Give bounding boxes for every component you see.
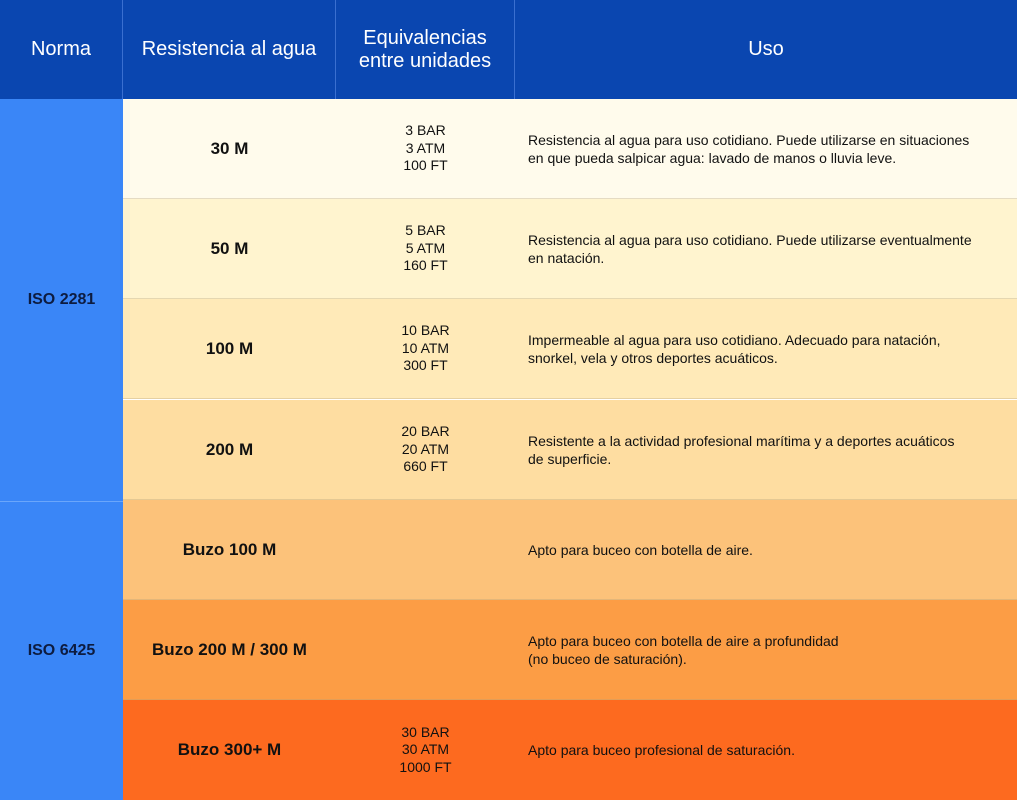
eq-ft: 160 FT xyxy=(403,257,448,274)
resistance-cell: Buzo 200 M / 300 M xyxy=(152,639,307,659)
use-line: Resistente a la actividad profesional marítima y a deportes acuáticos xyxy=(528,432,955,449)
eq-bar: 30 BAR xyxy=(401,723,450,740)
norm-iso-2281: ISO 2281 xyxy=(0,99,123,501)
table-row xyxy=(123,700,1017,800)
equivalence-cell xyxy=(336,400,515,499)
eq-bar: 10 BAR xyxy=(401,322,450,339)
use-line: Apto para buceo profesional de saturación. xyxy=(528,742,795,758)
table-row xyxy=(123,500,1017,600)
header-resistencia: Resistencia al agua xyxy=(123,0,336,99)
eq-atm: 30 ATM xyxy=(401,741,450,758)
eq-atm: 3 ATM xyxy=(405,139,446,156)
use-cell xyxy=(515,299,1017,398)
use-cell xyxy=(515,99,1017,198)
eq-ft: 1000 FT xyxy=(399,758,452,775)
eq-ft: 660 FT xyxy=(403,458,448,475)
use-line: Impermeable al agua para uso cotidiano. Adecuado para natación, xyxy=(528,331,941,348)
use-cell xyxy=(515,400,1017,499)
resistance-cell: 100 M xyxy=(205,338,254,358)
table-row xyxy=(123,199,1017,299)
table-row xyxy=(123,99,1017,199)
resistance-cell: 50 M xyxy=(210,238,249,258)
header-equivalencias-line1: Equivalencias xyxy=(363,26,487,49)
header-equivalencias-line2: entre unidades xyxy=(358,49,492,72)
use-cell xyxy=(515,500,1017,599)
equivalence-cell xyxy=(336,99,515,198)
eq-bar: 3 BAR xyxy=(405,122,446,139)
table-row xyxy=(123,600,1017,700)
eq-ft: 300 FT xyxy=(403,357,448,374)
equivalence-cell xyxy=(336,199,515,298)
use-line: en que pueda salpicar agua: lavado de manos o lluvia leve. xyxy=(528,149,897,166)
equivalence-cell xyxy=(336,299,515,398)
use-line: Resistencia al agua para uso cotidiano. Puede utilizarse eventualmente xyxy=(528,231,972,248)
table-row xyxy=(123,299,1017,399)
use-line: Resistencia al agua para uso cotidiano. Puede utilizarse en situaciones xyxy=(528,131,970,148)
equivalence-cell xyxy=(336,600,515,699)
resistance-cell: 30 M xyxy=(210,138,249,158)
equivalence-cell xyxy=(336,700,515,800)
use-line: Apto para buceo con botella de aire a profundidad xyxy=(528,632,839,649)
eq-atm: 5 ATM xyxy=(405,239,446,256)
resistance-cell: 200 M xyxy=(205,439,254,459)
table-header xyxy=(0,0,1017,99)
eq-atm: 10 ATM xyxy=(401,339,450,356)
resistance-cell: Buzo 300+ M xyxy=(177,740,282,759)
use-line: Apto para buceo con botella de aire. xyxy=(528,541,753,558)
header-uso: Uso xyxy=(748,38,784,60)
header-equivalencias xyxy=(336,0,515,99)
eq-atm: 20 ATM xyxy=(401,440,450,457)
use-cell xyxy=(515,700,1017,800)
use-cell xyxy=(515,199,1017,298)
use-line: snorkel, vela y otros deportes acuáticos. xyxy=(528,349,778,366)
eq-bar: 5 BAR xyxy=(405,222,446,239)
use-cell xyxy=(515,600,1017,699)
equivalence-cell xyxy=(336,500,515,599)
use-line: de superficie. xyxy=(528,450,612,467)
norm-iso-6425: ISO 6425 xyxy=(0,501,123,800)
eq-ft: 100 FT xyxy=(403,157,448,174)
eq-bar: 20 BAR xyxy=(401,423,450,440)
header-norma: Norma xyxy=(0,0,123,99)
table-row xyxy=(123,400,1017,500)
use-line: (no buceo de saturación). xyxy=(528,650,687,667)
use-line: en natación. xyxy=(528,249,605,266)
resistance-cell: Buzo 100 M xyxy=(182,539,277,559)
